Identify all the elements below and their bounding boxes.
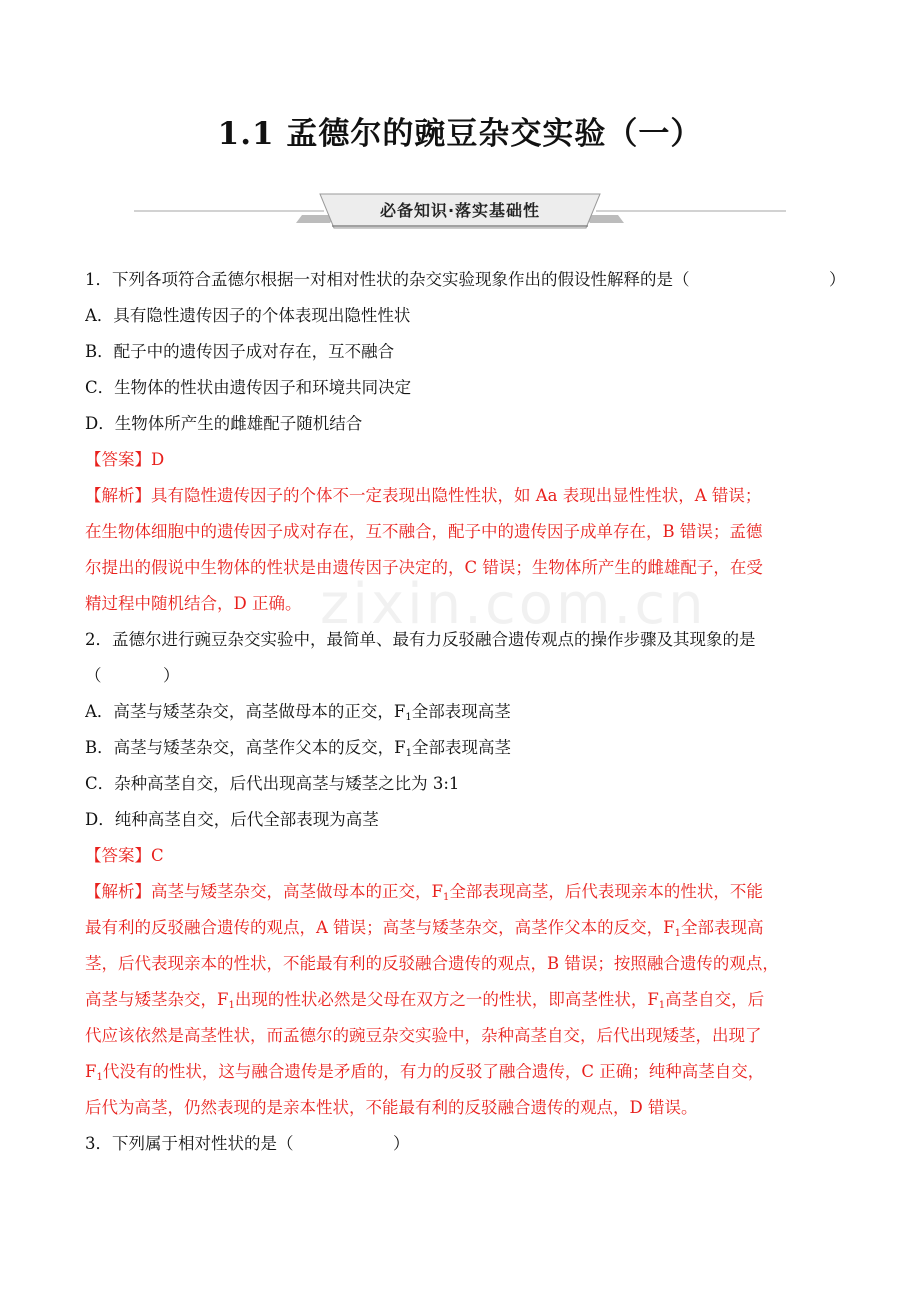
question-2-option-c: C．杂种高茎自交，后代出现高茎与矮茎之比为 3:1 [85,774,460,793]
question-1-option-c: C．生物体的性状由遗传因子和环境共同决定 [85,378,412,397]
question-1-analysis-line: 【解析】具有隐性遗传因子的个体不一定表现出隐性性状，如 Aa 表现出显性性状，A 错误； [85,486,762,505]
question-2-analysis-line: 代应该依然是高茎性状，而孟德尔的豌豆杂交实验中，杂种高茎自交，后代出现矮茎，出现了 [85,1026,762,1045]
question-3-stem: 3．下列属于相对性状的是（ ） [85,1134,410,1153]
question-2-option-b: B．高茎与矮茎杂交，高茎作父本的反交，$F_1$全部表现高茎 [85,738,511,759]
question-2-analysis-line: 最有利的反驳融合遗传的观点，A 错误；高茎与矮茎杂交，高茎作父本的反交，$F_1$全部表现高 [85,918,764,939]
question-1-answer: 【答案】D [85,450,165,469]
question-1-option-d: D．生物体所产生的雌雄配子随机结合 [85,414,363,433]
section-banner-label: 必备知识·落实基础性 [379,201,541,220]
section-banner [134,190,786,232]
question-2-analysis-line: 后代为高茎，仍然表现的是亲本性状，不能最有利的反驳融合遗传的观点，D 错误。 [85,1098,698,1117]
question-2-option-a: A．高茎与矮茎杂交，高茎做母本的正交，$F_1$全部表现高茎 [85,702,511,723]
question-2-answer: 【答案】C [85,846,164,865]
question-1-stem: 1．下列各项符合孟德尔根据一对相对性状的杂交实验现象作出的假设性解释的是（ ） [85,270,845,289]
question-2-stem: 2．孟德尔进行豌豆杂交实验中，最简单、最有力反驳融合遗传观点的操作步骤及其现象的是 [85,630,756,649]
question-1-analysis-line: 精过程中随机结合，D 正确。 [85,594,302,613]
question-1-option-a: A．具有隐性遗传因子的个体表现出隐性性状 [85,306,411,325]
question-2-paren: （ ） [85,666,180,685]
watermark: zixin.com.cn [320,572,707,637]
question-2-analysis-line: $F_1$代没有的性状，这与融合遗传是矛盾的，有力的反驳了融合遗传，C 正确；纯种高茎自交， [85,1062,765,1083]
question-1-option-b: B．配子中的遗传因子成对存在，互不融合 [85,342,395,361]
question-2-option-d: D．纯种高茎自交，后代全部表现为高茎 [85,810,379,829]
question-1-analysis-line: 尔提出的假说中生物体的性状是由遗传因子决定的，C 错误；生物体所产生的雌雄配子，在受 [85,558,763,577]
question-2-analysis-line: 【解析】高茎与矮茎杂交，高茎做母本的正交，$F_1$全部表现高茎，后代表现亲本的性状，不能 [85,882,763,903]
question-2-analysis-line: 茎，后代表现亲本的性状，不能最有利的反驳融合遗传的观点，B 错误；按照融合遗传的观点， [85,954,779,973]
question-2-analysis-line: 高茎与矮茎杂交，$F_1$出现的性状必然是父母在双方之一的性状，即高茎性状，$F_1$高茎自交，后 [85,990,765,1011]
question-1-analysis-line: 在生物体细胞中的遗传因子成对存在，互不融合，配子中的遗传因子成单存在，B 错误；孟德 [85,522,763,541]
question-content [85,262,845,1162]
page-title: 1.1 孟德尔的豌豆杂交实验（一） [217,116,703,152]
